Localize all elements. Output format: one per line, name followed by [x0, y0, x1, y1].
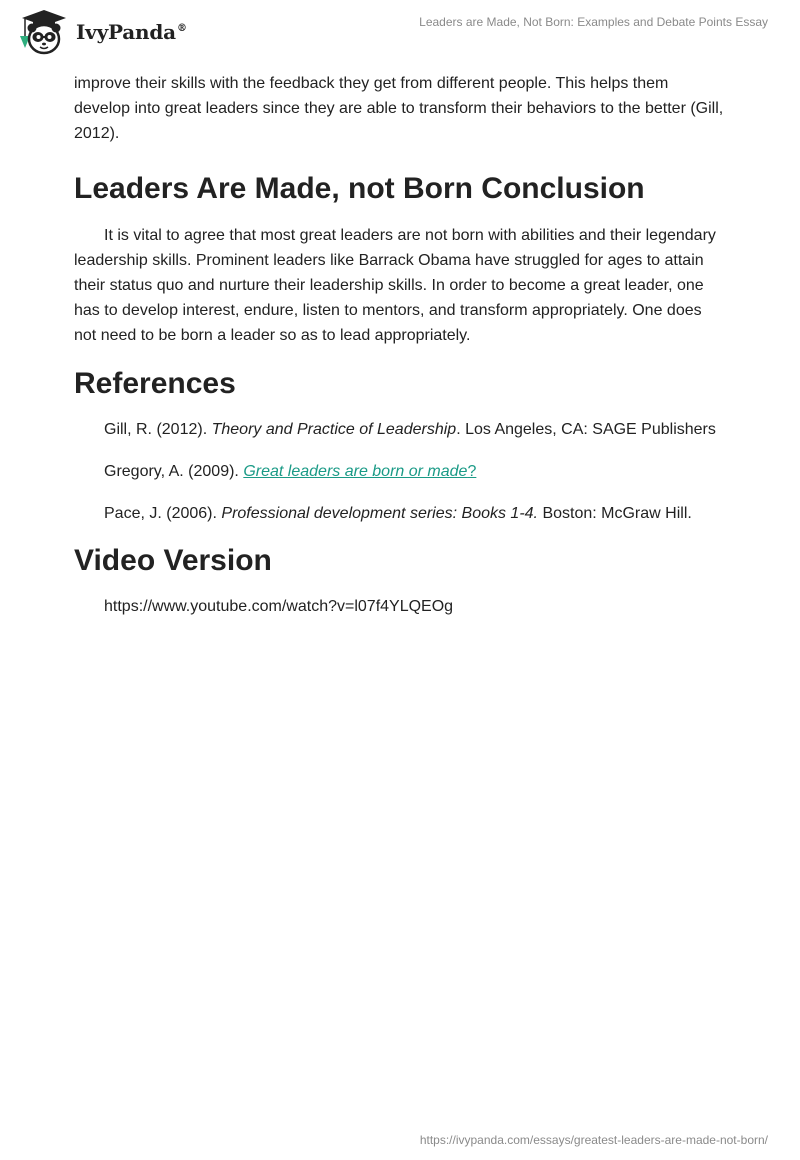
reference-publisher: . Los Angeles, CA: SAGE Publishers: [456, 421, 716, 438]
reference-title: Theory and Practice of Leadership: [211, 421, 457, 438]
reference-author: Gregory, A. (2009).: [104, 463, 244, 480]
reference-item: [74, 501, 726, 526]
reference-item: [74, 459, 726, 484]
video-url[interactable]: https://www.youtube.com/watch?v=l07f4YLQEOg: [104, 598, 454, 615]
references-heading: References: [74, 367, 236, 400]
conclusion-paragraph: It is vital to agree that most great leaders are not born with abilities and their legendary leadership skills. Prominent leaders like Barrack Obama have struggled for ages to attain their status quo and nurture their leadership skills. In order to become a great leader, one has to develop interest, endure, listen to mentors, and transform appropriately. One does not need to be born a leader so as to lead appropriately.: [74, 227, 716, 344]
page-header: [0, 0, 800, 62]
document-title: Leaders are Made, Not Born: Examples and Debate Points Essay: [419, 15, 768, 29]
panda-graduate-icon: [14, 8, 74, 56]
conclusion-heading: Leaders Are Made, not Born Conclusion: [74, 172, 645, 205]
reference-link[interactable]: Great leaders are born or made: [243, 463, 468, 480]
reference-author: Gill, R. (2012).: [104, 421, 212, 438]
ivypanda-logo[interactable]: [14, 8, 187, 56]
video-heading: Video Version: [74, 544, 272, 577]
brand-name: IvyPanda®: [76, 20, 187, 44]
reference-title: Professional development series: Books 1-4.: [221, 505, 538, 522]
essay-content: [74, 71, 726, 619]
footer-page-url[interactable]: https://ivypanda.com/essays/greatest-leaders-are-made-not-born/: [419, 1133, 768, 1147]
reference-item: [74, 417, 726, 442]
reference-author: Pace, J. (2006).: [104, 505, 222, 522]
intro-paragraph: improve their skills with the feedback they get from different people. This helps them develop into great leaders since they are able to transform their behaviors to the better (Gill, 2012).: [74, 75, 724, 142]
registered-mark: ®: [176, 23, 187, 35]
reference-link-suffix[interactable]: ?: [467, 463, 477, 480]
reference-publisher: Boston: McGraw Hill.: [538, 505, 692, 522]
